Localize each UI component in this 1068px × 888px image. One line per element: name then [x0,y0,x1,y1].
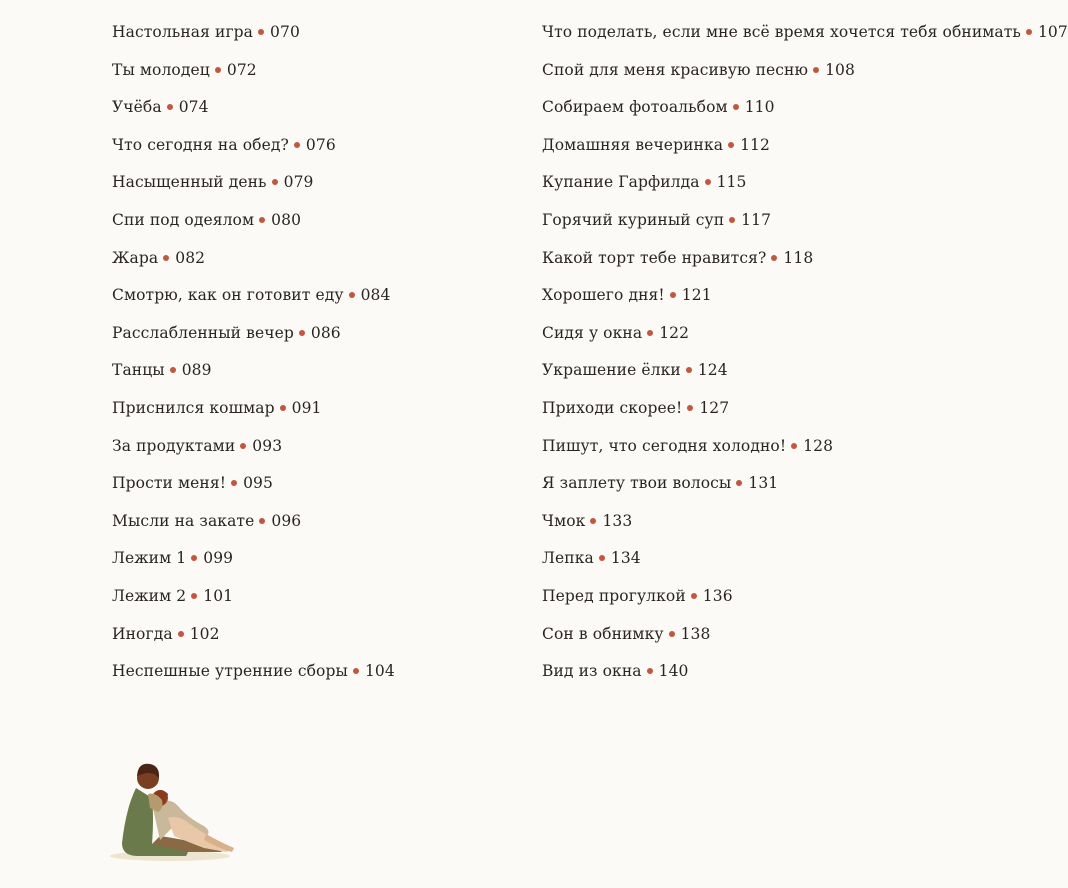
toc-entry-page: 138 [680,624,711,643]
toc-entry-title: Лежим 1 [112,549,187,568]
toc-entry-title: Жара [112,248,159,267]
bullet-icon [280,405,286,411]
bullet-icon [170,367,176,373]
toc-entry-title: Иногда [112,624,173,643]
toc-entry-title: Горячий куриный суп [542,210,725,229]
toc-entry-title: За продуктами [112,436,236,455]
bullet-icon [771,255,777,261]
bullet-icon [691,593,697,599]
toc-entry-page: 112 [740,135,770,154]
toc-entry-page: 080 [271,210,302,229]
toc-entry-title: Чмок [542,511,586,530]
toc-entry-page: 082 [175,248,206,267]
toc-entry-title: Перед прогулкой [542,586,686,605]
toc-entry [542,578,1068,616]
toc-entry-page: 091 [291,398,322,417]
bullet-icon [728,142,734,148]
bullet-icon [178,631,184,637]
toc-entry-title: Спой для меня красивую песню [542,60,809,79]
toc-entry [112,465,395,503]
couple-illustration [108,748,238,863]
bullet-icon [299,330,305,336]
toc-entry [542,89,1068,127]
bullet-icon [687,405,693,411]
toc-entry-title: Что сегодня на обед? [112,135,289,154]
toc-entry-title: Прости меня! [112,474,227,493]
toc-entry-title: Лежим 2 [112,586,187,605]
bullet-icon [191,593,197,599]
toc-entry-page: 122 [659,323,690,342]
toc-entry [542,653,1068,691]
bullet-icon [729,217,735,223]
toc-entry-title: Я заплету твои волосы [542,474,732,493]
toc-entry [542,127,1068,165]
toc-entry-title: Приснился кошмар [112,398,275,417]
bullet-icon [599,555,605,561]
toc-entry [542,202,1068,240]
toc-entry-title: Расслабленный вечер [112,323,294,342]
bullet-icon [240,443,246,449]
bullet-icon [686,367,692,373]
toc-entry [112,127,395,165]
bullet-icon [258,29,264,35]
bullet-icon [163,255,169,261]
toc-entry-title: Учёба [112,98,162,117]
bullet-icon [259,518,265,524]
bullet-icon [669,631,675,637]
toc-entry-page: 110 [744,98,775,117]
toc-entry-title: Сон в обнимку [542,624,664,643]
toc-entry [112,240,395,278]
toc-entry [542,428,1068,466]
toc-entry-page: 136 [702,586,733,605]
bullet-icon [670,292,676,298]
toc-entry-title: Настольная игра [112,23,254,41]
toc-entry-title: Какой торт тебе нравится? [542,248,767,267]
toc-entry-page: 134 [610,549,641,568]
toc-entry-title: Купание Гарфилда [542,173,700,192]
toc-entry-page: 102 [189,624,220,643]
bullet-icon [191,555,197,561]
toc-entry [542,465,1068,503]
toc-column-left [112,14,395,691]
toc-entry [112,390,395,428]
bullet-icon [590,518,596,524]
toc-entry [542,352,1068,390]
toc-entry-page: 118 [783,248,814,267]
toc-entry-title: Пишут, что сегодня холодно! [542,436,787,455]
bullet-icon [791,443,797,449]
toc-entry-page: 124 [697,361,728,380]
toc-entry [542,540,1068,578]
toc-entry-page: 070 [270,23,300,41]
toc-entry [112,540,395,578]
bullet-icon [1026,29,1032,35]
toc-entry-title: Смотрю, как он готовит еду [112,286,344,305]
bullet-icon [705,179,711,185]
toc-entry-title: Неспешные утренние сборы [112,662,348,681]
toc-entry-page: 089 [181,361,212,380]
toc-entry [112,52,395,90]
toc-entry-page: 104 [364,662,395,681]
toc-entry-title: Что поделать, если мне всё время хочется тебя обнимать [542,23,1021,41]
toc-entry [542,390,1068,428]
toc-entry-page: 127 [699,398,730,417]
toc-entry [542,616,1068,654]
toc-entry-page: 079 [283,173,314,192]
bullet-icon [259,217,265,223]
bullet-icon [231,480,237,486]
toc-entry-page: 101 [203,586,234,605]
toc-entry [112,202,395,240]
bullet-icon [647,668,653,674]
toc-entry [112,503,395,541]
toc-entry-title: Спи под одеялом [112,210,255,229]
toc-entry-page: 133 [602,511,633,530]
toc-entry-title: Вид из окна [542,662,642,681]
bullet-icon [349,292,355,298]
toc-entry-title: Собираем фотоальбом [542,98,728,117]
toc-entry [112,578,395,616]
toc-entry [542,14,1068,52]
toc-entry-page: 115 [716,173,747,192]
toc-entry-title: Украшение ёлки [542,361,681,380]
toc-entry-page: 108 [825,60,855,79]
toc-entry-title: Хорошего дня! [542,286,665,305]
toc-entry-title: Насыщенный день [112,173,267,192]
toc-entry [112,428,395,466]
toc-entry [542,164,1068,202]
toc-entry [112,277,395,315]
toc-entry [542,503,1068,541]
bullet-icon [733,104,739,110]
toc-entry-page: 093 [252,436,283,455]
bullet-icon [272,179,278,185]
toc-column-right [542,14,1068,691]
toc-entry-title: Домашняя вечеринка [542,135,724,154]
toc-entry [112,352,395,390]
toc-entry [542,52,1068,90]
bullet-icon [294,142,300,148]
toc-entry-title: Мысли на закате [112,511,255,530]
toc-entry [112,616,395,654]
bullet-icon [736,480,742,486]
toc-entry-page: 074 [178,98,209,117]
toc-entry [542,277,1068,315]
toc-entry-page: 099 [203,549,234,568]
bullet-icon [647,330,653,336]
bullet-icon [353,668,359,674]
toc-entry-title: Ты молодец [112,60,210,79]
toc-entry-page: 076 [305,135,336,154]
bullet-icon [215,67,221,73]
toc-entry-page: 084 [360,286,391,305]
toc-entry [112,14,395,52]
toc-entry [542,315,1068,353]
toc-entry [542,240,1068,278]
toc-entry-page: 107 [1037,23,1068,41]
toc-entry-page: 131 [748,474,779,493]
toc-entry [112,653,395,691]
bullet-icon [813,67,819,73]
toc-entry-page: 072 [226,60,257,79]
toc-entry-page: 095 [243,474,273,493]
toc-entry-page: 096 [271,511,302,530]
toc-entry-page: 117 [741,210,772,229]
toc-entry-page: 121 [681,286,712,305]
toc-entry [112,89,395,127]
toc-entry-title: Сидя у окна [542,323,643,342]
bullet-icon [167,104,173,110]
toc-entry-title: Приходи скорее! [542,398,683,417]
toc-entry-title: Лепка [542,549,594,568]
toc-entry-page: 140 [658,662,689,681]
toc-entry [112,315,395,353]
toc-entry-page: 086 [310,323,341,342]
toc-entry [112,164,395,202]
toc-entry-title: Танцы [112,361,165,380]
toc-entry-page: 128 [803,436,834,455]
